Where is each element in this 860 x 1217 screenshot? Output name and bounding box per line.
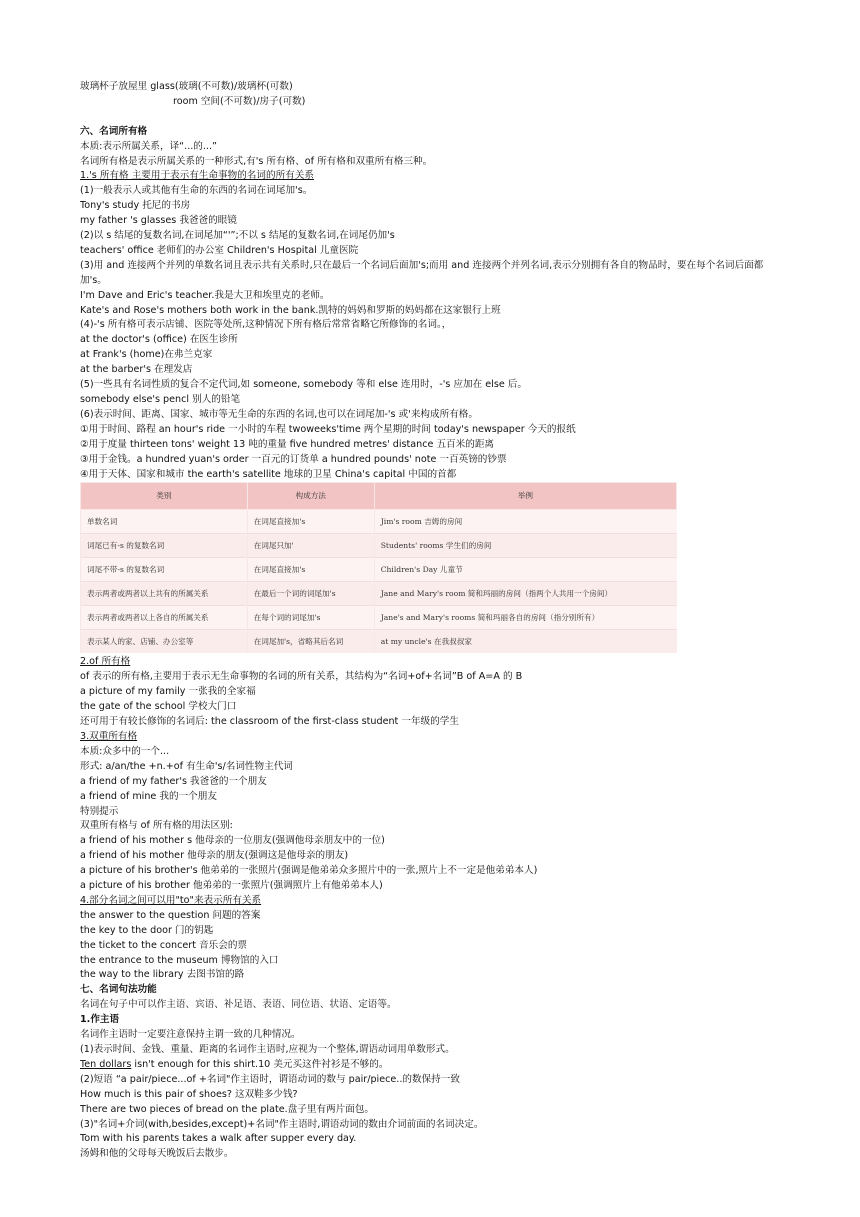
text-line: at the doctor's (office) 在医生诊所 xyxy=(80,334,238,346)
text-line: (4)-'s 所有格可表示店铺、医院等处所,这种情况下所有格后常常省略它所修饰的名词。， xyxy=(80,319,452,331)
text-line: the gate of the school 学校大门口 xyxy=(80,701,237,713)
table-cell: 单数名词 xyxy=(81,510,248,534)
document-page xyxy=(80,80,790,1162)
section-7-overview: 名词在句子中可以作主语、宾语、补足语、表语、同位语、状语、定语等。 xyxy=(80,999,397,1011)
text-line: teachers' office 老师们的办公室 Children's Hospital 儿童医院 xyxy=(80,244,359,256)
table-cell: at my uncle's 在我叔叔家 xyxy=(374,630,676,654)
text-line: the entrance to the museum 博物馆的入口 xyxy=(80,954,279,966)
text-line: at Frank's (home)在弗兰克家 xyxy=(80,349,213,361)
underlined-phrase: Ten dollars xyxy=(80,1058,132,1070)
text-line: 形式: a/an/the +n.+of 有生命's/名词性物主代词 xyxy=(80,760,293,772)
text-line: of 表示的所有格,主要用于表示无生命事物的名词的所有关系，其结构为“名词+of+名词”B of A=A 的 B xyxy=(80,671,523,683)
table-cell: 在词尾直接加's xyxy=(247,510,374,534)
table-cell: 在词尾加's，省略其后名词 xyxy=(247,630,374,654)
text-line: (3)"名词+介词(with,besides,except)+名词"作主语时,谓语动词的数由介词前面的名词决定。 xyxy=(80,1118,484,1130)
intro-line-2: room 空间(不可数)/房子(可数) xyxy=(173,95,306,107)
section-7-title: 七、名词句法功能 xyxy=(80,984,157,996)
text-line: the way to the library 去图书馆的路 xyxy=(80,969,245,981)
table-header-row xyxy=(81,483,677,510)
text-line: a friend of my father's 我爸爸的一个朋友 xyxy=(80,775,267,787)
text-line: 汤姆和他的父母每天晚饭后去散步。 xyxy=(80,1148,234,1160)
table-cell: 在每个词的词尾加's xyxy=(247,606,374,630)
text-line: ②用于度量 thirteen tons' weight 13 吨的重量 five hundred metres' distance 五百米的距离 xyxy=(80,438,495,450)
text-line: 特别提示 xyxy=(80,805,119,817)
text-line: How much is this pair of shoes? 这双鞋多少钱? xyxy=(80,1088,298,1100)
text-line: (1)表示时间、金钱、重量、距离的名词作主语时,应视为一个整体,谓语动词用单数形式。 xyxy=(80,1044,455,1056)
text-line: the key to the door 门的钥匙 xyxy=(80,924,214,936)
text-line: at the barber's 在理发店 xyxy=(80,364,193,376)
text-paragraph: (3)用 and 连接两个并列的单数名词且表示共有关系时,只在最后一个名词后面加's;而用 and 连接两个并列名词,表示分别拥有各自的物品时，要在每个名词后面都加's。 xyxy=(80,259,764,286)
table-cell: 在词尾直接加's xyxy=(247,558,374,582)
subsection-title: 1.'s 所有格 主要用于表示有生命事物的名词的所有关系 xyxy=(80,170,314,182)
text-line: There are two pieces of bread on the plate.盘子里有两片面包。 xyxy=(80,1103,375,1115)
table-row xyxy=(81,630,677,654)
table-header-cell: 构成方法 xyxy=(247,483,374,510)
text-line: a picture of his brother's 他弟弟的一张照片(强调是他弟弟众多照片中的一张,照片上不一定是他弟弟本人) xyxy=(80,865,538,877)
section-6-overview: 名词所有格是表示所属关系的一种形式,有's 所有格、of 所有格和双重所有格三种。 xyxy=(80,155,433,167)
subsection-title: 3.双重所有格 xyxy=(80,730,138,742)
text-line: a friend of his mother 他母亲的朋友(强调这是他母亲的朋友) xyxy=(80,850,349,862)
text-line: ①用于时间、路程 an hour's ride 一小时的车程 twoweeks'time 两个星期的时间 today's newspaper 今天的报纸 xyxy=(80,423,576,435)
text-line: the answer to the question 问题的答案 xyxy=(80,909,261,921)
text-line: a picture of his brother 他弟弟的一张照片(强调照片上有他弟弟本人) xyxy=(80,880,383,892)
text-line: (6)表示时间、距离、国家、城市等无生命的东西的名词,也可以在词尾加-'s 或'来构成所有格。 xyxy=(80,408,478,420)
text-line: Tom with his parents takes a walk after supper every day. xyxy=(80,1133,357,1145)
text-line: 双重所有格与 of 所有格的用法区别: xyxy=(80,820,233,832)
text-line: I'm Dave and Eric's teacher.我是大卫和埃里克的老师。 xyxy=(80,289,330,301)
table-header-cell: 类别 xyxy=(81,483,248,510)
table-row xyxy=(81,558,677,582)
table-cell: Jim's room 吉姆的房间 xyxy=(374,510,676,534)
table-cell: 表示某人的家、店铺、办公室等 xyxy=(81,630,248,654)
text-line: Tony's study 托尼的书房 xyxy=(80,200,191,212)
text-line: (1)一般表示人或其他有生命的东西的名词在词尾加's。 xyxy=(80,185,313,197)
text-line: ③用于金钱。a hundred yuan's order 一百元的订货单 a hundred pounds' note 一百英镑的钞票 xyxy=(80,453,507,465)
text-line: my father 's glasses 我爸爸的眼镜 xyxy=(80,215,237,227)
text-line: (2)短语 “a pair/piece...of +名词"作主语时，谓语动词的数与 pair/piece..的数保持一致 xyxy=(80,1073,460,1085)
table-cell: 在最后一个词的词尾加's xyxy=(247,582,374,606)
table-cell: 词尾已有-s 的复数名词 xyxy=(81,534,248,558)
possessive-table xyxy=(80,482,677,653)
table-cell: 在词尾只加' xyxy=(247,534,374,558)
text-line: 还可用于有较长修饰的名词后: the classroom of the first-class student 一年级的学生 xyxy=(80,716,459,728)
table-header-cell: 举例 xyxy=(374,483,676,510)
text-line: (2)以 s 结尾的复数名词,在词尾加“'”;不以 s 结尾的复数名词,在词尾仍加's xyxy=(80,230,395,242)
text-line: 本质:众多中的一个... xyxy=(80,745,170,757)
table-cell: 词尾不带-s 的复数名词 xyxy=(81,558,248,582)
section-6-essence: 本质:表示所属关系，译“...的...” xyxy=(80,140,218,152)
text-line: ④用于天体、国家和城市 the earth's satellite 地球的卫星 China's capital 中国的首都 xyxy=(80,468,457,480)
subsection-title: 4.部分名词之间可以用"to"来表示所有关系 xyxy=(80,894,262,906)
section-6-title: 六、名词所有格 xyxy=(80,125,148,137)
text-line: somebody else's pencl 别人的铅笔 xyxy=(80,394,241,406)
subsection-title: 2.of 所有格 xyxy=(80,656,131,668)
table-row xyxy=(81,606,677,630)
table-cell: Children's Day 儿童节 xyxy=(374,558,676,582)
table-row xyxy=(81,534,677,558)
table-cell: 表示两者或两者以上各自的所属关系 xyxy=(81,606,248,630)
table-cell: 表示两者或两者以上共有的所属关系 xyxy=(81,582,248,606)
text-line xyxy=(80,1058,790,1073)
intro-line-1: 玻璃杯子放屋里 glass(玻璃(不可数)/玻璃杯(可数) xyxy=(80,81,293,92)
text-line: a friend of his mother s 他母亲的一位朋友(强调他母亲朋友中的一位) xyxy=(80,835,385,847)
text-line: (5)一些具有名词性质的复合不定代词,如 someone, somebody 等和 else 连用时，-'s 应加在 else 后。 xyxy=(80,379,527,391)
sentence-rest: isn't enough for this shirt.10 美元买这件衬衫是不够的。 xyxy=(131,1058,389,1070)
table-cell: Students' rooms 学生们的房间 xyxy=(374,534,676,558)
table-row xyxy=(81,582,677,606)
table-row xyxy=(81,510,677,534)
subsection-title: 1.作主语 xyxy=(80,1014,120,1026)
table-cell: Jane and Mary's room 简和玛丽的房间（指两个人共用一个房间） xyxy=(374,582,676,606)
text-line: 名词作主语时一定要注意保持主谓一致的几种情况。 xyxy=(80,1029,301,1041)
text-line: the ticket to the concert 音乐会的票 xyxy=(80,939,248,951)
text-line: a picture of my family 一张我的全家福 xyxy=(80,686,256,698)
text-line: Kate's and Rose's mothers both work in the bank.凯特的妈妈和罗斯的妈妈都在这家银行上班 xyxy=(80,304,501,316)
spacer xyxy=(80,110,790,125)
text-line: a friend of mine 我的一个朋友 xyxy=(80,790,217,802)
table-cell: Jane's and Mary's rooms 简和玛丽各自的房间（指分别所有） xyxy=(374,606,676,630)
